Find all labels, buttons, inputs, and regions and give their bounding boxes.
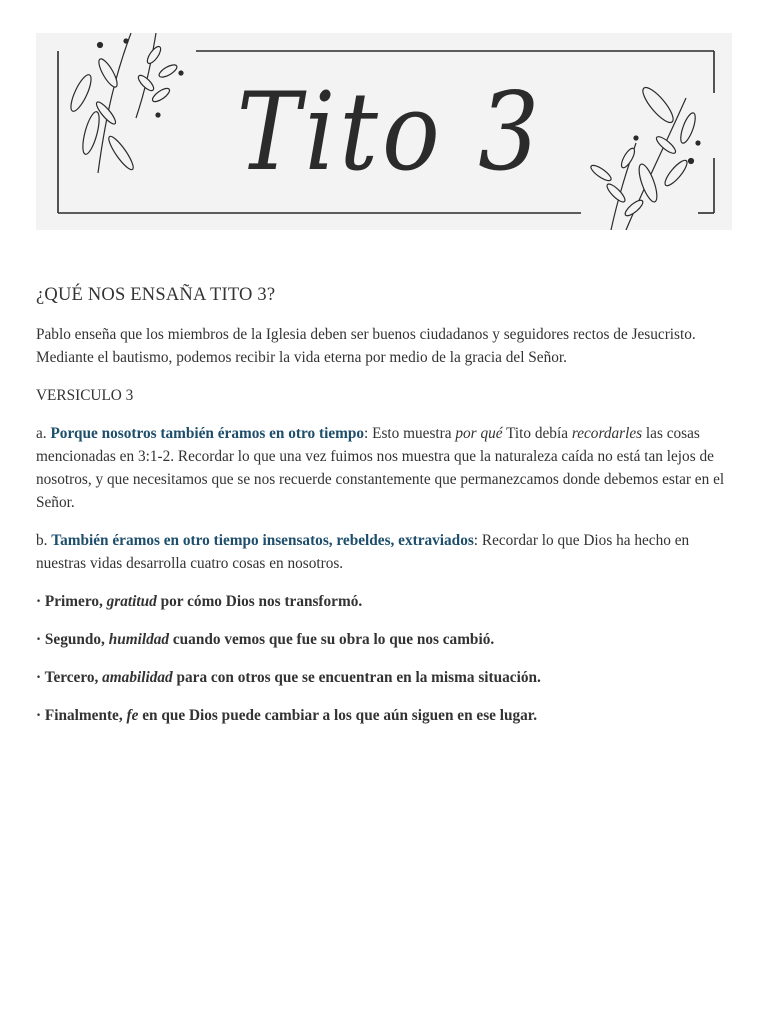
- point-a-emphasis-2: recordarles: [571, 425, 643, 442]
- title-banner: [36, 33, 732, 230]
- list-item: [36, 590, 732, 613]
- section-heading: ¿QUÉ NOS ENSAÑA TITO 3?: [36, 285, 276, 305]
- point-a-highlight: Porque nosotros también éramos en otro tiempo: [50, 425, 365, 442]
- point-a-text3: las cosas mencionadas en 3:1-2. Recordar lo que una vez fuimos nos muestra que la naturaleza caída no está tan lejos de nosotros, y que necesitamos que se nos recuerde constantemente que permanezcamos donde debemos estar en el Señor.: [36, 425, 725, 511]
- verse-label: VERSICULO 3: [36, 387, 134, 404]
- list-item: [36, 704, 732, 727]
- bullet-text: por cómo Dios nos transformó.: [156, 593, 363, 610]
- bullet-text: para con otros que se encuentran en la misma situación.: [172, 669, 541, 686]
- point-a-text2: Tito debía: [502, 425, 572, 442]
- list-item: [36, 628, 732, 651]
- point-a-emphasis-1: por qué: [455, 425, 503, 442]
- article-body: [36, 284, 732, 742]
- bullet-lead: · Segundo,: [36, 631, 109, 648]
- bullet-text: en que Dios puede cambiar a los que aún siguen en ese lugar.: [138, 707, 538, 724]
- point-b-text: : Recordar lo que Dios ha hecho en nuestras vidas desarrolla cuatro cosas en nosotros.: [36, 532, 690, 572]
- point-b-paragraph: [36, 529, 732, 575]
- bullet-emphasis: fe: [126, 707, 139, 724]
- bullet-lead: · Finalmente,: [36, 707, 127, 724]
- bullet-emphasis: humildad: [108, 631, 170, 648]
- point-b-prefix: b.: [36, 532, 52, 549]
- bullet-text: cuando vemos que fue su obra lo que nos cambió.: [169, 631, 495, 648]
- bullet-emphasis: gratitud: [106, 593, 157, 610]
- bullet-lead: · Tercero,: [36, 669, 103, 686]
- point-a-text1: : Esto muestra: [364, 425, 456, 442]
- intro-paragraph: Pablo enseña que los miembros de la Iglesia deben ser buenos ciudadanos y seguidores rectos de Jesucristo. Mediante el bautismo, podemos recibir la vida eterna por medio de la gracia del Señor.: [36, 326, 696, 366]
- point-a-paragraph: [36, 422, 732, 514]
- list-item: [36, 666, 732, 689]
- banner-title: Tito 3: [236, 68, 544, 195]
- point-b-highlight: También éramos en otro tiempo insensatos, rebeldes, extraviados: [51, 532, 474, 549]
- point-a-prefix: a.: [36, 425, 51, 442]
- bullet-lead: · Primero,: [36, 593, 107, 610]
- bullet-emphasis: amabilidad: [102, 669, 173, 686]
